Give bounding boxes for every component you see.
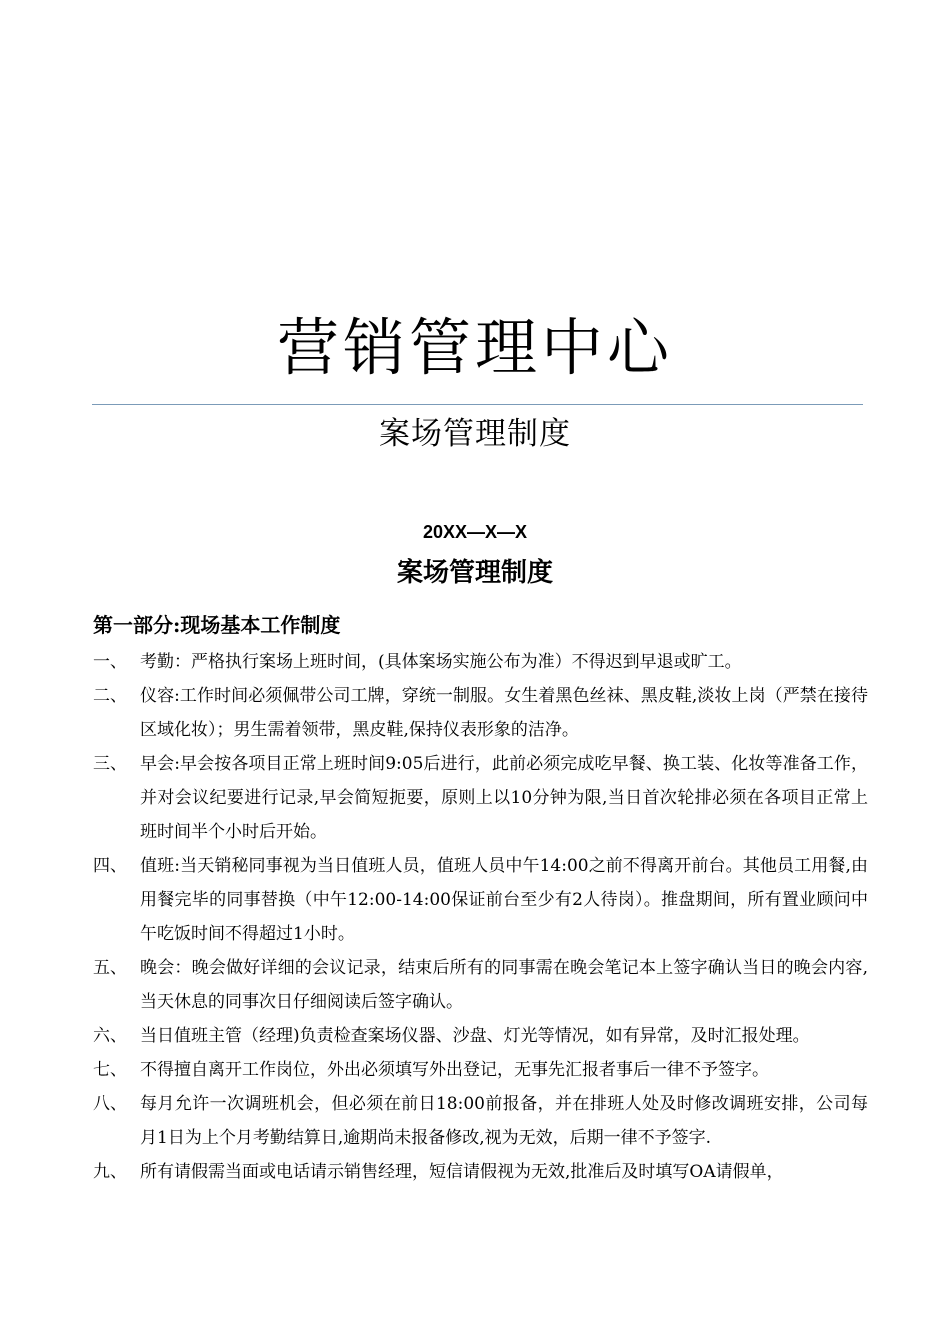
cover-title: 营销管理中心 — [276, 311, 673, 384]
list-item — [93, 645, 868, 679]
list-item — [93, 1087, 868, 1155]
list-item — [93, 951, 868, 1019]
item-number: 三、 — [93, 754, 127, 774]
item-number: 九、 — [93, 1162, 127, 1182]
item-text: 早会:早会按各项目正常上班时间9:05后进行，此前必须完成吃早餐、换工装、化妆等准备工作，并对会议纪要进行记录,早会简短扼要，原则上以10分钟为限,当日首次轮排必须在各项目正常上班时间半个小时后开始。 — [140, 754, 868, 842]
cover-subtitle: 案场管理制度 — [379, 416, 571, 452]
item-number: 五、 — [93, 958, 127, 978]
item-number: 二、 — [93, 686, 127, 706]
item-text: 每月允许一次调班机会，但必须在前日18:00前报备，并在排班人处及时修改调班安排，公司每月1日为上个月考勤结算日,逾期尚未报备修改,视为无效，后期一律不予签字. — [140, 1094, 868, 1148]
list-item — [93, 1155, 868, 1189]
list-item — [93, 679, 868, 747]
rule-list — [93, 645, 868, 1189]
list-item — [93, 747, 868, 849]
list-item — [93, 849, 868, 951]
item-text: 不得擅自离开工作岗位，外出必须填写外出登记，无事先汇报者事后一律不予签字。 — [140, 1060, 769, 1080]
item-text: 晚会：晚会做好详细的会议记录，结束后所有的同事需在晚会笔记本上签字确认当日的晚会内容,当天休息的同事次日仔细阅读后签字确认。 — [140, 958, 868, 1012]
document-title: 案场管理制度 — [396, 558, 553, 588]
item-number: 四、 — [93, 856, 127, 876]
item-text: 考勤：严格执行案场上班时间，(具体案场实施公布为准）不得迟到早退或旷工。 — [140, 652, 742, 672]
item-text: 值班:当天销秘同事视为当日值班人员，值班人员中午14:00之前不得离开前台。其他员工用餐,由用餐完毕的同事替换（中午12:00-14:00保证前台至少有2人待岗）。推盘期间，所有置业顾问中午吃饭时间不得超过1小时。 — [140, 856, 868, 944]
section-heading: 第一部分:现场基本工作制度 — [93, 613, 341, 637]
item-text: 所有请假需当面或电话请示销售经理，短信请假视为无效,批准后及时填写OA请假单， — [140, 1162, 784, 1182]
item-number: 六、 — [93, 1026, 127, 1046]
item-text: 仪容:工作时间必须佩带公司工牌，穿统一制服。女生着黑色丝袜、黑皮鞋,淡妆上岗（严禁在接待区域化妆）；男生需着领带，黑皮鞋,保持仪表形象的洁净。 — [140, 686, 868, 740]
document-date: 20XX—X—X — [422, 522, 528, 542]
item-number: 七、 — [93, 1060, 127, 1080]
cover-divider — [92, 404, 863, 405]
item-text: 当日值班主管（经理)负责检查案场仪器、沙盘、灯光等情况，如有异常，及时汇报处理。 — [140, 1026, 810, 1046]
list-item — [93, 1019, 868, 1053]
list-item — [93, 1053, 868, 1087]
item-number: 一、 — [93, 652, 127, 672]
item-number: 八、 — [93, 1094, 127, 1114]
